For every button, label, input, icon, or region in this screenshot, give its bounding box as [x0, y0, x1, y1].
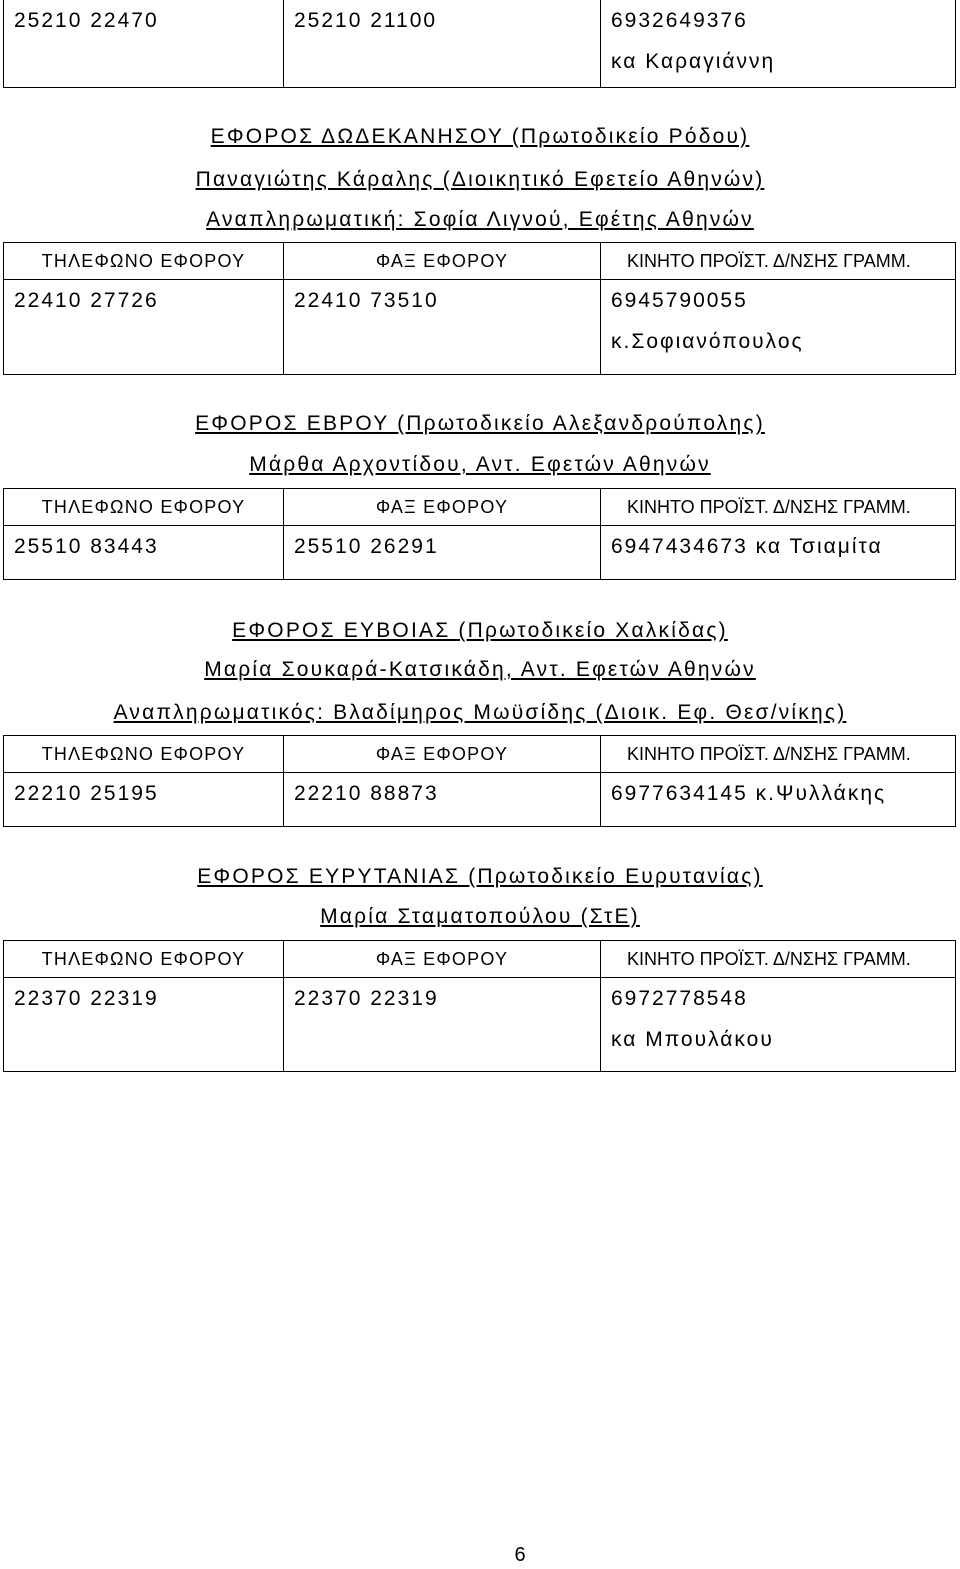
- contact-table: [3, 242, 956, 375]
- section-title: ΕΦΟΡΟΣ ΕΥΒΟΙΑΣ (Πρωτοδικείο Χαλκίδας): [232, 619, 728, 642]
- phone-value: 25210 22470: [14, 9, 159, 32]
- section-title: ΕΦΟΡΟΣ ΕΥΡΥΤΑΝΙΑΣ (Πρωτοδικείο Ευρυτανίας): [197, 865, 763, 888]
- section-title: ΕΦΟΡΟΣ ΔΩΔΕΚΑΝΗΣΟΥ (Πρωτοδικείο Ρόδου): [210, 125, 750, 148]
- table-row: [4, 280, 956, 375]
- contact-table: [3, 488, 956, 580]
- header-fax: ΦΑΞ ΕΦΟΡΟΥ: [284, 941, 601, 978]
- contact-table: [3, 940, 956, 1072]
- header-mobile: ΚΙΝΗΤΟ ΠΡΟΪΣΤ. Δ/ΝΣΗΣ ΓΡΑΜΜ.: [601, 243, 956, 280]
- table-header-row: [4, 243, 956, 280]
- phone-cell: [4, 526, 284, 580]
- section-substitute: Αναπληρωματική: Σοφία Λιγνού, Εφέτης Αθηνών: [206, 208, 754, 231]
- phone-value: 25510 83443: [14, 535, 159, 558]
- fax-value: 25210 21100: [294, 9, 438, 32]
- mobile-cell: [601, 0, 956, 88]
- section-official: Μάρθα Αρχοντίδου, Αντ. Εφετών Αθηνών: [249, 453, 711, 476]
- mobile-cell: [601, 978, 956, 1072]
- mobile-value: 6932649376: [611, 9, 748, 32]
- contact-table-top: [3, 0, 956, 88]
- phone-cell: [4, 978, 284, 1072]
- section-official: Μαρία Σταματοπούλου (ΣτΕ): [320, 905, 640, 928]
- fax-value: 22210 88873: [294, 782, 439, 805]
- mobile-value: 6947434673 κα Τσιαμίτα: [611, 535, 883, 558]
- fax-cell: [284, 526, 601, 580]
- table-header-row: [4, 489, 956, 526]
- table-row: [4, 0, 956, 88]
- table-row: [4, 978, 956, 1072]
- phone-cell: [4, 0, 284, 88]
- header-fax: ΦΑΞ ΕΦΟΡΟΥ: [284, 736, 601, 773]
- mobile-cell: [601, 526, 956, 580]
- mobile-contact: κ.Σοφιανόπουλος: [611, 330, 804, 353]
- mobile-cell: [601, 280, 956, 375]
- phone-cell: [4, 280, 284, 375]
- mobile-value: 6972778548: [611, 987, 748, 1010]
- fax-cell: [284, 978, 601, 1072]
- mobile-cell: [601, 773, 956, 827]
- section-substitute: Αναπληρωματικός: Βλαδίμηρος Μωϋσίδης (Διοικ. Εφ. Θεσ/νίκης): [113, 701, 847, 724]
- contact-table: [3, 735, 956, 827]
- table-header-row: [4, 941, 956, 978]
- table-row: [4, 773, 956, 827]
- mobile-value: 6977634145 κ.Ψυλλάκης: [611, 782, 887, 805]
- fax-value: 22370 22319: [294, 987, 439, 1010]
- header-mobile: ΚΙΝΗΤΟ ΠΡΟΪΣΤ. Δ/ΝΣΗΣ ΓΡΑΜΜ.: [601, 736, 956, 773]
- table-header-row: [4, 736, 956, 773]
- header-fax: ΦΑΞ ΕΦΟΡΟΥ: [284, 489, 601, 526]
- phone-cell: [4, 773, 284, 827]
- mobile-contact: κα Καραγιάννη: [611, 50, 776, 73]
- header-phone: ΤΗΛΕΦΩΝΟ ΕΦΟΡΟΥ: [4, 941, 284, 978]
- section-official: Μαρία Σουκαρά-Κατσικάδη, Αντ. Εφετών Αθηνών: [204, 658, 756, 681]
- header-fax: ΦΑΞ ΕΦΟΡΟΥ: [284, 243, 601, 280]
- mobile-contact: κα Μπουλάκου: [611, 1028, 774, 1051]
- fax-value: 25510 26291: [294, 535, 439, 558]
- phone-value: 22210 25195: [14, 782, 159, 805]
- phone-value: 22370 22319: [14, 987, 159, 1010]
- fax-cell: [284, 0, 601, 88]
- table-row: [4, 526, 956, 580]
- header-phone: ΤΗΛΕΦΩΝΟ ΕΦΟΡΟΥ: [4, 736, 284, 773]
- header-mobile: ΚΙΝΗΤΟ ΠΡΟΪΣΤ. Δ/ΝΣΗΣ ΓΡΑΜΜ.: [601, 489, 956, 526]
- phone-value: 22410 27726: [14, 289, 159, 312]
- header-mobile: ΚΙΝΗΤΟ ΠΡΟΪΣΤ. Δ/ΝΣΗΣ ΓΡΑΜΜ.: [601, 941, 956, 978]
- fax-cell: [284, 280, 601, 375]
- page-number: 6: [514, 1544, 526, 1566]
- section-title: ΕΦΟΡΟΣ ΕΒΡΟΥ (Πρωτοδικείο Αλεξανδρούπολης): [195, 412, 765, 435]
- fax-cell: [284, 773, 601, 827]
- mobile-value: 6945790055: [611, 289, 748, 312]
- header-phone: ΤΗΛΕΦΩΝΟ ΕΦΟΡΟΥ: [4, 489, 284, 526]
- section-official: Παναγιώτης Κάραλης (Διοικητικό Εφετείο Αθηνών): [195, 168, 765, 191]
- header-phone: ΤΗΛΕΦΩΝΟ ΕΦΟΡΟΥ: [4, 243, 284, 280]
- fax-value: 22410 73510: [294, 289, 439, 312]
